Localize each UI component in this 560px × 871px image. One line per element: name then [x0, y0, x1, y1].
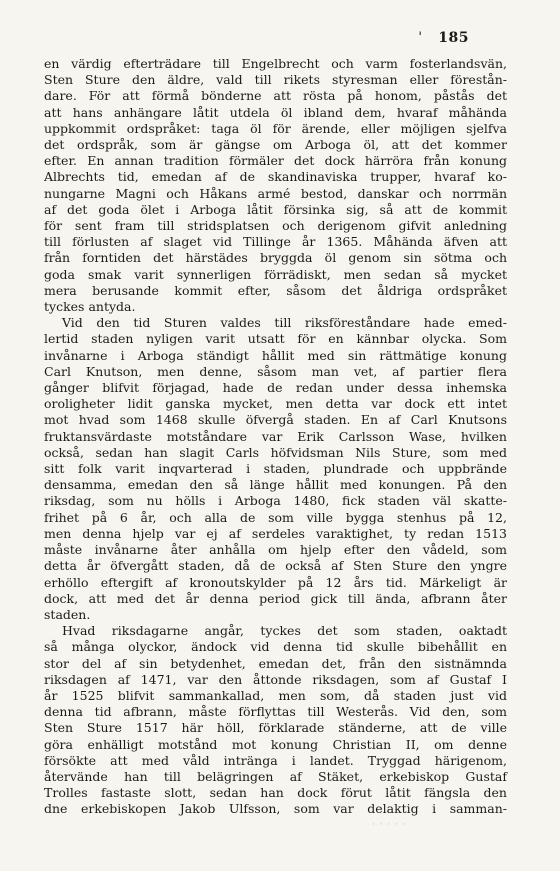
text-line: Albrechts tid, emedan af de skandinaviska trupper, hvaraf ko- [44, 169, 507, 185]
text-line: mera berusande kommit efter, såsom det åldriga ordspråket [44, 282, 507, 298]
text-line: denna tid afbrann, måste förflyttas till Westerås. Vid den, som [44, 704, 507, 720]
text-line: uppkommit ordspråket: taga öl för ärende, eller möjligen sjelfva [44, 120, 507, 136]
text-line: erhöllo eftergift af kronoutskylder på 12 års tid. Märkeligt är [44, 574, 507, 590]
text-line: från forntiden det härstädes bryggda öl genom sin sötma och [44, 250, 507, 266]
text-line: Carl Knutson, men denne, såsom man vet, af partier flera [44, 363, 507, 379]
text-line: riksdagen af 1471, var den åttonde riksdagen, som af Gustaf I [44, 671, 507, 687]
text-line: Sten Sture 1517 här höll, förklarade ständerne, att de ville [44, 720, 507, 736]
text-line: men denna hjelp var ej af serdeles varaktighet, ty redan 1513 [44, 525, 507, 541]
text-line: frihet på 6 år, och alla de som ville bygga stenhus på 12, [44, 509, 507, 525]
text-line: Trolles fastaste slott, sedan han dock förut låtit fängsla den [44, 785, 507, 801]
text-line: nungarne Magni och Håkans armé bestod, danskar och norrmän [44, 185, 507, 201]
text-line: till förlusten af slaget vid Tillinge år 1365. Måhända äfven att [44, 234, 507, 250]
text-line: goda smak varit synnerligen förrädiskt, men sedan så mycket [44, 266, 507, 282]
text-line: densamma, emedan den så länge hållit med konungen. På den [44, 477, 507, 493]
text-line: gånger blifvit förjagad, hade de redan under dessa inhemska [44, 380, 507, 396]
text-line: riksdag, som nu hölls i Arboga 1480, fick staden väl skatte- [44, 493, 507, 509]
text-line: tyckes antyda. [44, 299, 136, 315]
body-text [44, 56, 507, 818]
page-number: 185 [438, 30, 469, 46]
text-line: detta år öfvergått staden, då de också af Sten Sture den yngre [44, 558, 507, 574]
text-line: Hvad riksdagarne angår, tyckes det som staden, oaktadt [62, 623, 507, 639]
text-line: fruktansvärdaste motståndare var Erik Carlsson Wase, hvilken [44, 428, 507, 444]
text-line: staden. [44, 606, 91, 622]
text-line: Vid den tid Sturen valdes till riksföreståndare hade emed- [62, 315, 507, 331]
text-line: det ordspråk, som är gängse om Arboga öl, att det kommer [44, 137, 507, 153]
text-line: invånarne i Arboga ständigt hållit med sin rättmätige konung [44, 347, 507, 363]
text-line: också, sedan han slagit Carls höfvidsman Nils Sture, som med [44, 444, 507, 460]
text-line: oroligheter lidit ganska mycket, men detta var dock ett intet [44, 396, 507, 412]
text-line: så många olyckor, ändock vid denna tid skulle bibehållit en [44, 639, 507, 655]
text-line: göra enhälligt motstånd mot konung Christian II, om denne [44, 736, 507, 752]
text-line: efter. En annan tradition förmäler det dock härröra från konung [44, 153, 507, 169]
text-line: mot hvad som 1468 skulle öfvergå staden. En af Carl Knutsons [44, 412, 507, 428]
text-line: dne erkebiskopen Jakob Ulfsson, som var delaktig i samman- [44, 801, 507, 817]
faint-margin-mark: · · · · · [372, 820, 407, 830]
text-line: lertid staden nyligen varit utsatt för en kännbar olycka. Som [44, 331, 507, 347]
text-line: dare. För att förmå bönderne att rösta på honom, påstås det [44, 88, 507, 104]
text-line: återvände han till belägringen af Stäket, erkebiskop Gustaf [44, 768, 507, 784]
text-line: dock, att med det år denna period gick till ända, afbrann åter [44, 590, 507, 606]
page-tick-mark: ' [418, 30, 422, 45]
text-line: sitt folk varit inqvarterad i staden, plundrade och uppbrände [44, 461, 507, 477]
text-line: Sten Sture den äldre, vald till rikets styresman eller förestån- [44, 72, 507, 88]
text-line: år 1525 blifvit sammankallad, men som, då staden just vid [44, 687, 507, 703]
text-line: försökte att med våld intränga i landet. Tryggad härigenom, [44, 752, 507, 768]
text-line: för sent fram till stridsplatsen och derigenom gifvit anledning [44, 218, 507, 234]
text-line: att hans anhängare låtit utdela öl ibland dem, hvaraf måhända [44, 104, 507, 120]
text-line: af det goda ölet i Arboga låtit försinka sig, så att de kommit [44, 201, 507, 217]
text-line: stor del af sin betydenhet, emedan det, från den sistnämnda [44, 655, 507, 671]
text-line: måste invånarne åter anhålla om hjelp efter den vådeld, som [44, 542, 507, 558]
text-line: en värdig efterträdare till Engelbrecht och varm fosterlandsvän, [44, 56, 507, 71]
